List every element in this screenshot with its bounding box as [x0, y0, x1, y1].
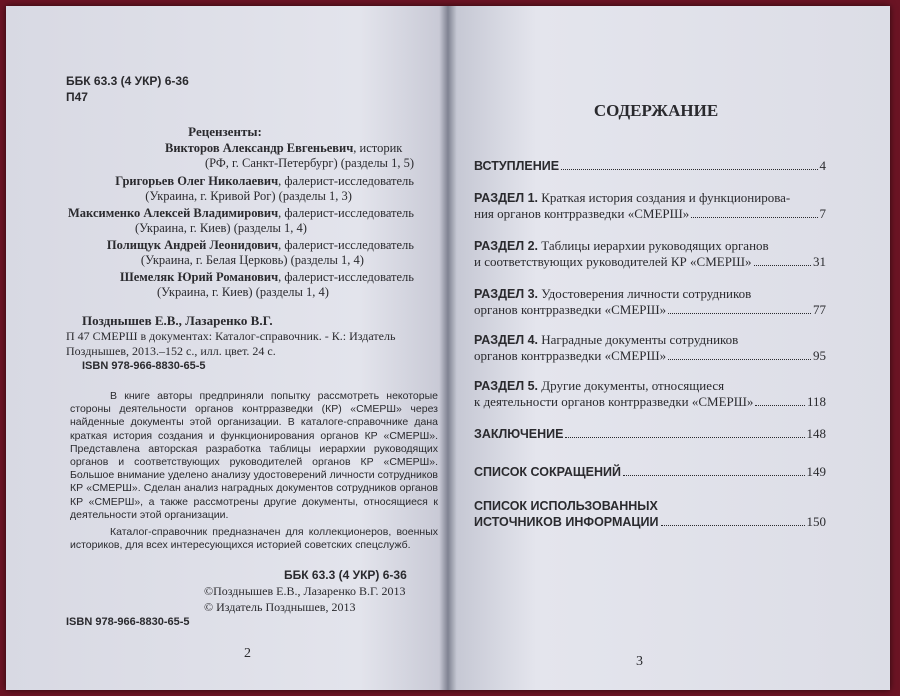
bibliographic-line-1: П 47 СМЕРШ в документах: Каталог-справочник. - К.: Издатель — [66, 329, 396, 343]
toc-leader-dots — [623, 475, 805, 476]
toc-entry-abbreviations[interactable] — [474, 464, 826, 480]
isbn-top: ISBN 978-966-8830-65-5 — [82, 360, 206, 372]
toc-entry-page: 148 — [806, 426, 826, 441]
toc-entry-page: 118 — [806, 394, 826, 409]
copyright-authors: ©Позднышев Е.В., Лазаренко В.Г. 2013 — [204, 584, 406, 598]
toc-leader-dots — [754, 265, 811, 266]
toc-leader-dots — [661, 525, 805, 526]
page-number-left: 2 — [244, 646, 251, 661]
toc-entry-section-3[interactable] — [474, 286, 826, 318]
bbk-code: ББК 63.3 (4 УКР) 6-36 — [66, 74, 189, 88]
reviewer-place: (Украина, г. Киев) (разделы 1, 4) — [157, 285, 329, 299]
toc-entry-line: Краткая история создания и функционирова- — [541, 190, 791, 205]
toc-entry-heading: СПИСОК ИСПОЛЬЗОВАННЫХ — [474, 499, 658, 513]
authors: Позднышев Е.В., Лазаренко В.Г. — [82, 313, 273, 328]
toc-entry-section-5[interactable] — [474, 378, 826, 410]
toc-entry-page: 31 — [813, 254, 826, 269]
toc-entry-heading: РАЗДЕЛ 2. — [474, 239, 539, 253]
reviewer-place: (Украина, г. Кривой Рог) (разделы 1, 3) — [145, 189, 352, 203]
annotation-paragraph-2: Каталог-справочник предназначен для коллекционеров, военных историков, для всех интересующихся историей советских спецслужб. — [70, 526, 438, 552]
toc-entry-heading: РАЗДЕЛ 5. — [474, 379, 539, 393]
toc-entry-heading: ВСТУПЛЕНИЕ — [474, 159, 560, 173]
index-code: П47 — [66, 90, 88, 104]
reviewer-role: , фалерист-исследователь — [278, 238, 414, 252]
reviewer-4 — [107, 238, 414, 268]
toc-entry-line: Наградные документы сотрудников — [541, 332, 739, 347]
toc-leader-dots — [561, 169, 817, 170]
reviewer-name: Полищук Андрей Леонидович — [106, 238, 279, 252]
toc-entry-heading-2: ИСТОЧНИКОВ ИНФОРМАЦИИ — [474, 515, 659, 529]
toc-entry-section-1[interactable] — [474, 190, 826, 222]
page-number-right: 3 — [636, 654, 643, 669]
reviewer-place: (Украина, г. Белая Церковь) (разделы 1, 4) — [140, 253, 364, 267]
reviewer-name: Григорьев Олег Николаевич — [115, 174, 279, 188]
bibliographic-line-2: Позднышев, 2013.–152 с., илл. цвет. 24 с. — [66, 344, 276, 358]
toc-entry-line: Другие документы, относящиеся — [541, 378, 725, 393]
reviewer-role: , фалерист-исследователь — [278, 174, 414, 188]
reviewer-name: Максименко Алексей Владимирович — [68, 206, 279, 220]
toc-entry-line: Удостоверения личности сотрудников — [541, 286, 752, 301]
toc-leader-dots — [668, 313, 811, 314]
toc-entry-line: органов контрразведки «СМЕРШ» — [474, 348, 667, 363]
toc-entry-heading: РАЗДЕЛ 4. — [474, 333, 539, 347]
toc-entry-line: и соответствующих руководителей КР «СМЕРШ» — [474, 254, 752, 269]
toc-entry-section-4[interactable] — [474, 332, 826, 364]
toc-leader-dots — [668, 359, 811, 360]
bbk-code-bottom: ББК 63.3 (4 УКР) 6-36 — [284, 568, 407, 582]
toc-entry-page: 77 — [813, 302, 826, 317]
toc-entry-page: 7 — [819, 206, 826, 221]
reviewer-name: Шемеляк Юрий Романович — [120, 270, 279, 284]
reviewer-2 — [115, 174, 414, 204]
toc-entry-heading: СПИСОК СОКРАЩЕНИЙ — [474, 465, 621, 479]
toc-entry-page: 149 — [806, 464, 826, 479]
toc-entry-heading: ЗАКЛЮЧЕНИЕ — [474, 427, 564, 441]
toc-entry-line: к деятельности органов контрразведки «СМЕРШ» — [474, 394, 754, 409]
reviewer-1 — [165, 141, 414, 171]
reviewer-role: , фалерист-исследователь — [278, 270, 414, 284]
toc-entry-line: органов контрразведки «СМЕРШ» — [474, 302, 667, 317]
toc-entry-page: 95 — [813, 348, 826, 363]
toc-entry-intro[interactable] — [474, 158, 826, 174]
right-page — [452, 6, 890, 690]
toc-entry-page: 4 — [819, 158, 826, 173]
toc-title: СОДЕРЖАНИЕ — [593, 101, 719, 120]
toc-entry-heading: РАЗДЕЛ 1. — [474, 191, 539, 205]
reviewer-role: , историк — [353, 141, 403, 155]
toc-entry-page: 150 — [806, 514, 826, 529]
toc-entry-line: ния органов контрразведки «СМЕРШ» — [474, 206, 690, 221]
book-spread — [6, 6, 890, 690]
isbn-bottom: ISBN 978-966-8830-65-5 — [66, 616, 190, 628]
reviewer-place: (Украина, г. Киев) (разделы 1, 4) — [135, 221, 307, 235]
reviewers-title: Рецензенты: — [188, 124, 262, 139]
annotation-paragraph-1: В книге авторы предприняли попытку рассмотреть некоторые стороны деятельности органов контрразведки (КР) «СМЕРШ» через найденные документы этой организации. В каталоге-справочнике дана краткая история создания и функционирования органов КР «СМЕРШ». Представлена авторская разработка таблицы иерархии руководящих органов и соответствующих руководителей органов КР «СМЕРШ». Большое внимание уделено анализу удостоверений личности сотрудников КР «СМЕРШ». Сделан анализ наградных документов сотрудников органов КР «СМЕРШ», а также рассмотрены другие документы, относящиеся к деятельности этой организации. — [70, 390, 438, 521]
reviewer-place: (РФ, г. Санкт-Петербург) (разделы 1, 5) — [205, 156, 414, 170]
toc-entry-heading: РАЗДЕЛ 3. — [474, 287, 539, 301]
toc-leader-dots — [691, 217, 817, 218]
reviewer-name: Викторов Александр Евгеньевич — [165, 141, 354, 155]
toc-entry-line: Таблицы иерархии руководящих органов — [541, 238, 769, 253]
left-page — [6, 6, 444, 690]
toc-entry-conclusion[interactable] — [474, 426, 826, 442]
copyright-publisher: © Издатель Позднышев, 2013 — [204, 600, 356, 614]
reviewer-5 — [120, 270, 414, 300]
toc-leader-dots — [755, 405, 805, 406]
toc-entry-sources[interactable] — [474, 498, 826, 530]
reviewer-3 — [68, 206, 414, 236]
toc-entry-section-2[interactable] — [474, 238, 826, 270]
reviewer-role: , фалерист-исследователь — [278, 206, 414, 220]
toc-leader-dots — [565, 437, 804, 438]
